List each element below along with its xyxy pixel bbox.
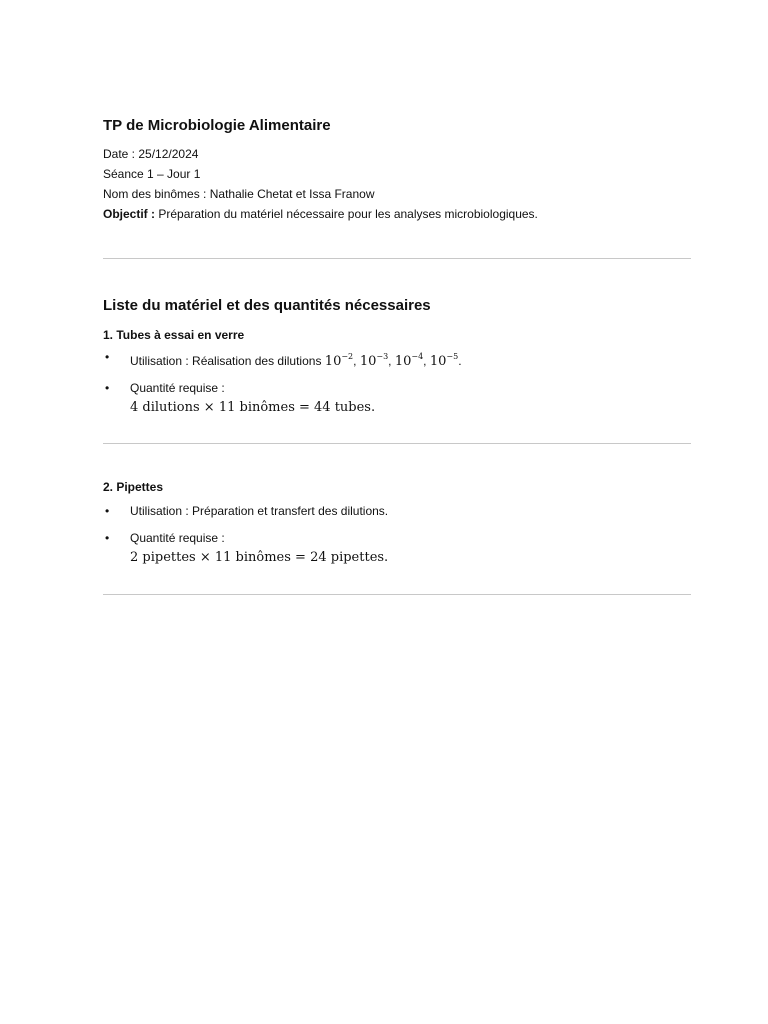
divider-3 [103, 594, 691, 595]
dilution-10-4: $10^{-4}$ [394, 352, 424, 369]
item-1-title: 1. Tubes à essai en verre [103, 328, 245, 342]
item-2-formula: 2 pipettes × 11 binômes = 24 pipettes. [130, 550, 389, 565]
item-1-usage-text: Réalisation des dilutions [192, 354, 322, 368]
bullet-icon: • [105, 381, 110, 395]
section-title: Liste du matériel et des quantités nécessaires [103, 297, 431, 314]
document-page [103, 116, 691, 595]
names-label: Nom des binômes : [103, 187, 207, 201]
item-2-usage-text: Préparation et transfert des dilutions. [192, 504, 389, 518]
item-2-title: 2. Pipettes [103, 480, 164, 494]
item-1-quantity-label: Quantité requise : [130, 381, 225, 395]
document-title: TP de Microbiologie Alimentaire [103, 117, 331, 134]
item-2-usage [103, 502, 691, 520]
item-2-usage-label: Utilisation : [130, 504, 189, 518]
divider-2 [103, 443, 691, 444]
session-line: Séance 1 – Jour 1 [103, 167, 201, 181]
item-2-quantity [103, 529, 691, 568]
date-value: 25/12/2024 [138, 147, 199, 161]
date-label: Date : [103, 147, 136, 161]
item-1-formula: 4 dilutions × 11 binômes = 44 tubes. [130, 400, 376, 415]
date-line [103, 144, 691, 164]
objective-label: Objectif : [103, 207, 156, 221]
dilution-10-2: $10^{-2}$ [324, 352, 354, 369]
names-line [103, 184, 691, 204]
item-1-list [103, 348, 691, 418]
item-1-usage: • Utilisation : Réalisation des dilutions $10^{-2}$, $10^{-3}$, $10^{-4}$, $10^{-5}$. [105, 350, 462, 369]
objective-line [103, 204, 691, 224]
item-1-usage-label: Utilisation : [130, 354, 189, 368]
names-value: Nathalie Chetat et Issa Franow [209, 187, 375, 201]
dilution-10-3: $10^{-3}$ [359, 352, 389, 369]
item-1-quantity [103, 379, 691, 418]
bullet-icon: • [105, 531, 110, 545]
item-2-quantity-label: Quantité requise : [130, 531, 225, 545]
item-2-list [103, 502, 691, 568]
divider-1 [103, 258, 691, 259]
objective-value: Préparation du matériel nécessaire pour les analyses microbiologiques. [158, 207, 538, 221]
bullet-icon: • [105, 350, 110, 364]
dilution-10-5: $10^{-5}$ [429, 352, 459, 369]
bullet-icon: • [105, 504, 110, 518]
